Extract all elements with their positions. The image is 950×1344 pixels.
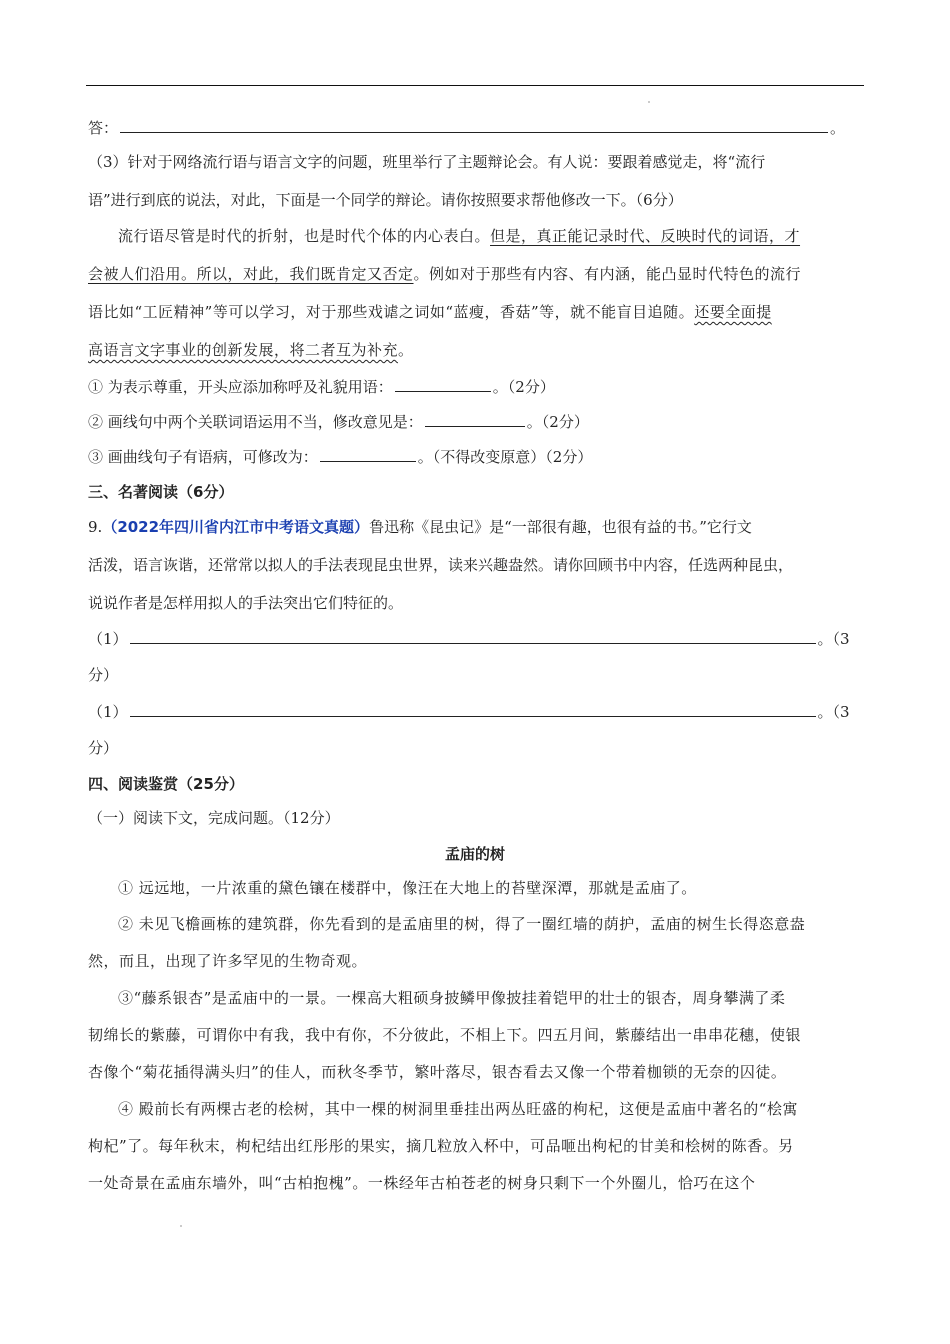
answer-1-label: （1） xyxy=(88,630,128,648)
q9-line-2: 活泼，语言诙谐，还常常以拟人的手法表现昆虫世界，读来兴趣盎然。请你回顾书中内容，任选两种昆虫， xyxy=(88,556,794,574)
q3-sub3 xyxy=(88,445,864,468)
q9-answer-2 xyxy=(88,700,864,723)
passage-text: 语比如“工匠精神”等可以学习，对于那些戏谑之词如“蓝瘦，香菇”等，就不能盲目追随。 xyxy=(88,303,695,321)
underlined-sentence: 但是，真正能记录时代、反映时代的词语，才 xyxy=(490,227,801,245)
article-p3-line-2: 韧绵长的紫藤，可谓你中有我，我中有你，不分彼此，不相上下。四五月间，紫藤结出一串串花穗，使银 xyxy=(88,1026,802,1044)
q9-line-1 xyxy=(88,516,864,538)
article-title: 孟庙的树 xyxy=(444,845,505,863)
sub1-blank[interactable] xyxy=(395,375,491,392)
section4-subheading: （一）阅读下文，完成问题。（12分） xyxy=(88,809,340,827)
header-rule xyxy=(86,85,864,86)
q3-stem-line-2: 语”进行到底的说法，对此，下面是一个同学的辩论。请你按照要求帮他修改一下。（6分） xyxy=(88,191,683,209)
sub2-text: ② 画线句中两个关联词语运用不当，修改意见是： xyxy=(88,413,423,431)
q9-source: （2022年四川省内江市中考语文真题） xyxy=(102,518,370,536)
sub2-blank[interactable] xyxy=(425,410,525,427)
article-p2-line-1: ② 未见飞檐画栋的建筑群，你先看到的是孟庙里的树，得了一圈红墙的荫护，孟庙的树生长得恣意盎 xyxy=(118,915,806,933)
answer-line xyxy=(88,116,864,139)
article-p4-line-1: ④ 殿前长有两棵古老的桧树，其中一棵的树洞里垂挂出两丛旺盛的枸杞，这便是孟庙中著名的“桧寓 xyxy=(118,1100,798,1118)
answer-1-score: 。（3 xyxy=(817,630,850,648)
answer-1-blank[interactable] xyxy=(130,627,816,644)
passage-text: 。 xyxy=(398,341,414,359)
sub1-text: ① 为表示尊重，开头应添加称呼及礼貌用语： xyxy=(88,378,393,396)
q3-passage-line-4 xyxy=(88,339,864,361)
sub2-score: 。（2分） xyxy=(526,413,589,431)
q3-passage-line-2 xyxy=(88,263,864,285)
answer-2-blank[interactable] xyxy=(130,700,816,717)
answer-label: 答： xyxy=(88,119,119,137)
q9-line-3: 说说作者是怎样用拟人的手法突出它们特征的。 xyxy=(88,594,404,612)
q3-sub2 xyxy=(88,410,864,433)
underlined-sentence-cont: 会被人们沿用。所以，对此，我们既肯定又否定 xyxy=(88,265,414,283)
passage-text: 流行语尽管是时代的折射，也是时代个体的内心表白。 xyxy=(118,227,491,245)
section3-heading: 三、名著阅读（6分） xyxy=(88,483,234,501)
q3-passage-line-1 xyxy=(88,225,864,247)
sub3-score: 。（不得改变原意）（2分） xyxy=(417,448,593,466)
sub3-text: ③ 画曲线句子有语病，可修改为： xyxy=(88,448,318,466)
wavy-underlined-sentence-cont: 高语言文字事业的创新发展，将二者互为补充 xyxy=(88,341,399,359)
answer-2-wrap: 分） xyxy=(88,739,119,757)
answer-2-label: （1） xyxy=(88,703,128,721)
q9-answer-1 xyxy=(88,627,864,650)
q3-sub1 xyxy=(88,375,864,398)
article-p4-line-3: 一处奇景在孟庙东墙外，叫“古柏抱槐”。一株经年古柏苍老的树身只剩下一个外圈儿，恰巧在这个 xyxy=(88,1174,756,1192)
answer-1-wrap: 分） xyxy=(88,666,119,684)
passage-text: 。例如对于那些有内容、有内涵，能凸显时代特色的流行 xyxy=(413,265,802,283)
sub3-blank[interactable] xyxy=(320,445,416,462)
q3-passage-line-3 xyxy=(88,301,864,323)
article-p2-line-2: 然，而且，出现了许多罕见的生物奇观。 xyxy=(88,952,368,970)
answer-2-score: 。（3 xyxy=(817,703,850,721)
q9-number: 9. xyxy=(88,518,103,536)
article-p4-line-2: 枸杞”了。每年秋末，枸杞结出红彤彤的果实，摘几粒放入杯中，可品咂出枸杞的甘美和桧树的陈香。另 xyxy=(88,1137,794,1155)
section4-heading: 四、阅读鉴赏（25分） xyxy=(88,775,244,793)
q3-stem-line-1: （3）针对于网络流行语与语言文字的问题，班里举行了主题辩论会。有人说：要跟着感觉走，将“流行 xyxy=(88,153,766,171)
wavy-underlined-sentence: 还要全面提 xyxy=(694,303,772,321)
scan-dot xyxy=(180,1225,182,1227)
sub1-score: 。（2分） xyxy=(492,378,555,396)
article-p3-line-1: ③“藤系银杏”是孟庙中的一景。一棵高大粗硕身披鳞甲像披挂着铠甲的壮士的银杏，周身攀满了柔 xyxy=(118,989,786,1007)
article-p3-line-3: 杏像个“菊花插得满头归”的佳人，而秋冬季节，繁叶落尽，银杏看去又像一个带着枷锁的无奈的囚徒。 xyxy=(88,1063,787,1081)
article-p1: ① 远远地，一片浓重的黛色镶在楼群中，像汪在大地上的苔壁深潭，那就是孟庙了。 xyxy=(118,879,697,897)
q9-text: 鲁迅称《昆虫记》是“一部很有趣，也很有益的书。”它行文 xyxy=(369,518,752,536)
answer-period: 。 xyxy=(830,119,846,137)
answer-blank[interactable] xyxy=(120,116,828,133)
scan-dot xyxy=(648,101,650,103)
